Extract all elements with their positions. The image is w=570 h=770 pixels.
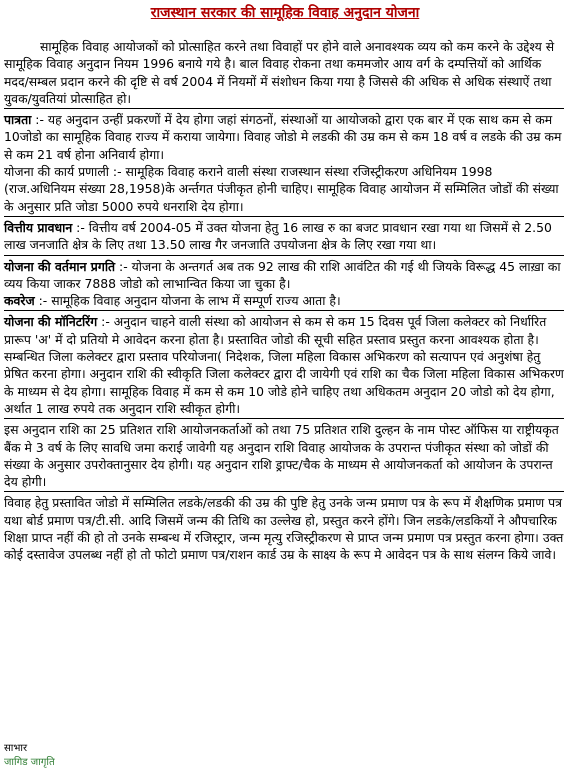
- coverage-label: कवरेज: [4, 293, 35, 309]
- divider: [4, 418, 564, 420]
- age-proof-paragraph: विवाह हेतु प्रस्तावित जोडो में सम्मिलित लडके/लडकी की उम्र की पुष्टि हेतु उनके जन्म प्रमाण पत्र के रूप में शैक्षणिक प्रमाण पत्र यथा बोर्ड प्रमाण पत्र/टी.सी. आदि जिसमें जन्म की तिथि का उल्लेख हो, प्रस्तुत करने होंगे। जिन लडके/लडकियों ने औपचारिक शिक्षा प्राप्त नहीं की हो तो उनके सम्बन्ध में रजिस्ट्रार, जन्म मृत्यु रजिस्ट्रीकरण से प्राप्त जन्म प्रमाण पत्र प्रस्तुत करना होगा। उक्त कोई दस्तावेज उपलब्ध नहीं हो तो फोटो प्रमाण पत्र/राशन कार्ड उम्र के साक्ष्य के रूप मे आवेदन पत्र के साथ संलग्न किये जावे।: [4, 495, 564, 563]
- divider: [4, 255, 564, 257]
- divider: [4, 491, 564, 493]
- page-title: राजस्थान सरकार की सामूहिक विवाह अनुदान योजना: [150, 5, 420, 21]
- financial-label: वित्तीय प्रावधान: [4, 219, 73, 235]
- progress-text: :- योजना के अन्तगर्त अब तक 92 लाख की राशि आवंटित की गई थी जियके विरूद्ध 45 लाख़ा का व्यय किया जाकर 7888 जोडो को लाभान्वित किया जा चुका है।: [4, 258, 561, 291]
- progress-paragraph: [4, 258, 564, 293]
- courtesy-label: साभार: [4, 743, 28, 754]
- eligibility-label: पात्रता: [4, 112, 32, 128]
- disbursement-paragraph: इस अनुदान राशि का 25 प्रतिशत राशि आयोजनकर्ताओं को तथा 75 प्रतिशत राशि दुल्हन के नाम पोस्ट ऑफिस या राष्ट्रीयकृत बैंक मे 3 वर्ष के लिए सावधि जमा कराई जावेगी यह अनुदान राशि विवाह आयोजक के उपरान्त पंजीकृत संस्था को जोडों की संख्या के अनुसार उपरोक्तानुसार देय होगी। यह अनुदान राशि ड्राफ्ट/चैक के माध्यम से आयोजनकर्ता को आयोजन के उपरान्त देय होगी।: [4, 422, 559, 490]
- intro-paragraph: सामूहिक विवाह आयोजकों को प्रोत्साहित करने तथा विवाहों पर होने वाले अनावश्यक व्यय को कम करने के उद्देश्य से सामूहिक विवाह अनुदान नियम 1996 बनाये गये है। बाल विवाह रोकना तथा कममजोर आय वर्ग के दम्पत्तियों को आर्थिक मदद/सम्बल प्रदान करने की दृष्टि से वर्ष 2004 में नियमों में संशोधन किया गया है जिससे की अधिक से अधिक संस्थाऐं तथा युवक/युवतियां प्रोत्साहित हो।: [4, 39, 555, 106]
- divider: [4, 310, 564, 312]
- divider: [4, 216, 564, 218]
- source-label: जागिड जागृति: [4, 757, 55, 768]
- financial-text: :- वित्तीय वर्ष 2004-05 में उक्त योजना हेतु 16 लाख रु का बजट प्रावधान रखा गया था जिसमें से 2.50 लाख जनजाति क्षेत्र के लिए तथा 13.50 लाख गैर जनजाति उपयोजना क्षेत्र के लिए रखा गया था।: [4, 219, 552, 253]
- financial-paragraph: [4, 219, 564, 254]
- divider: [4, 108, 564, 110]
- progress-label: योजना की वर्तमान प्रगति: [4, 258, 116, 274]
- monitoring-label: योजना की मॉनिटरिंग: [4, 314, 98, 330]
- procedure-paragraph: योजना की कार्य प्रणाली :- सामूहिक विवाह कराने वाली संस्था राजस्थान संस्था रजिस्ट्रीकरण अधिनियम 1998 (राज.अधिनियम संख्या 28,1958)के अर्न्तगत पंजीकृत होनी चाहिए। सामूहिक विवाह आयोजन में सम्मिलित जोडों की संख्या के अनुसार प्रति जोडा 5000 रुपये धनराशि देय होगा।: [4, 164, 559, 214]
- eligibility-text: :- यह अनुदान उन्हीं प्रकरणों में देय होगा जहां संगठनों, संस्थाओं या आयोजको द्वारा एक बार में एक साथ कम से कम 10जोडो का सामूहिक विवाह राज्य में कराया जायेगा। विवाह जोडो मे लडकी की उम्र कम से कम 18 वर्ष व लडके की उम्र कम से कम 21 वर्ष होना अनिवार्य होगा।: [4, 112, 562, 162]
- monitoring-paragraph: [4, 313, 564, 417]
- coverage-text: :- सामूहिक विवाह अनुदान योजना के लाभ में सम्पूर्ण राज्य आता है।: [34, 293, 341, 309]
- document-body: [4, 38, 564, 564]
- monitoring-text: :- अनुदान चाहने वाली संस्था को आयोजन से कम से कम 15 दिवस पूर्व जिला कलेक्टर को निर्धारित प्रारूप 'अ' में दो प्रतियो मे आवेदन करना होता है। प्रस्तावित जोडो की सूची सहित प्रस्ताव प्रस्तुत करना आवश्यक होता है। सम्बन्धित जिला कलेक्टर द्वारा प्रस्ताव परियोजना( निदेशक, जिला महिला विकास अभिकरण को सत्यापन एवं अनुशंषा हेतु प्रेषित करना होगा। अनुदान राशि की स्वीकृति जिला कलेक्टर द्वारा दी जायेगी एवं राशि का चैक जिला महिला विकास अभिकरण के माध्यम से देय होगा। सामूहिक विवाह में कम से कम 10 जोडे होने चाहिए तथा अधिकतम अनुदान 20 जोडो को देय होगा, अर्थात 1 लाख रुपये तक अनुदान राशि स्वीकृत होगी।: [4, 314, 564, 416]
- eligibility-paragraph: [4, 111, 564, 163]
- coverage-paragraph: [4, 292, 564, 309]
